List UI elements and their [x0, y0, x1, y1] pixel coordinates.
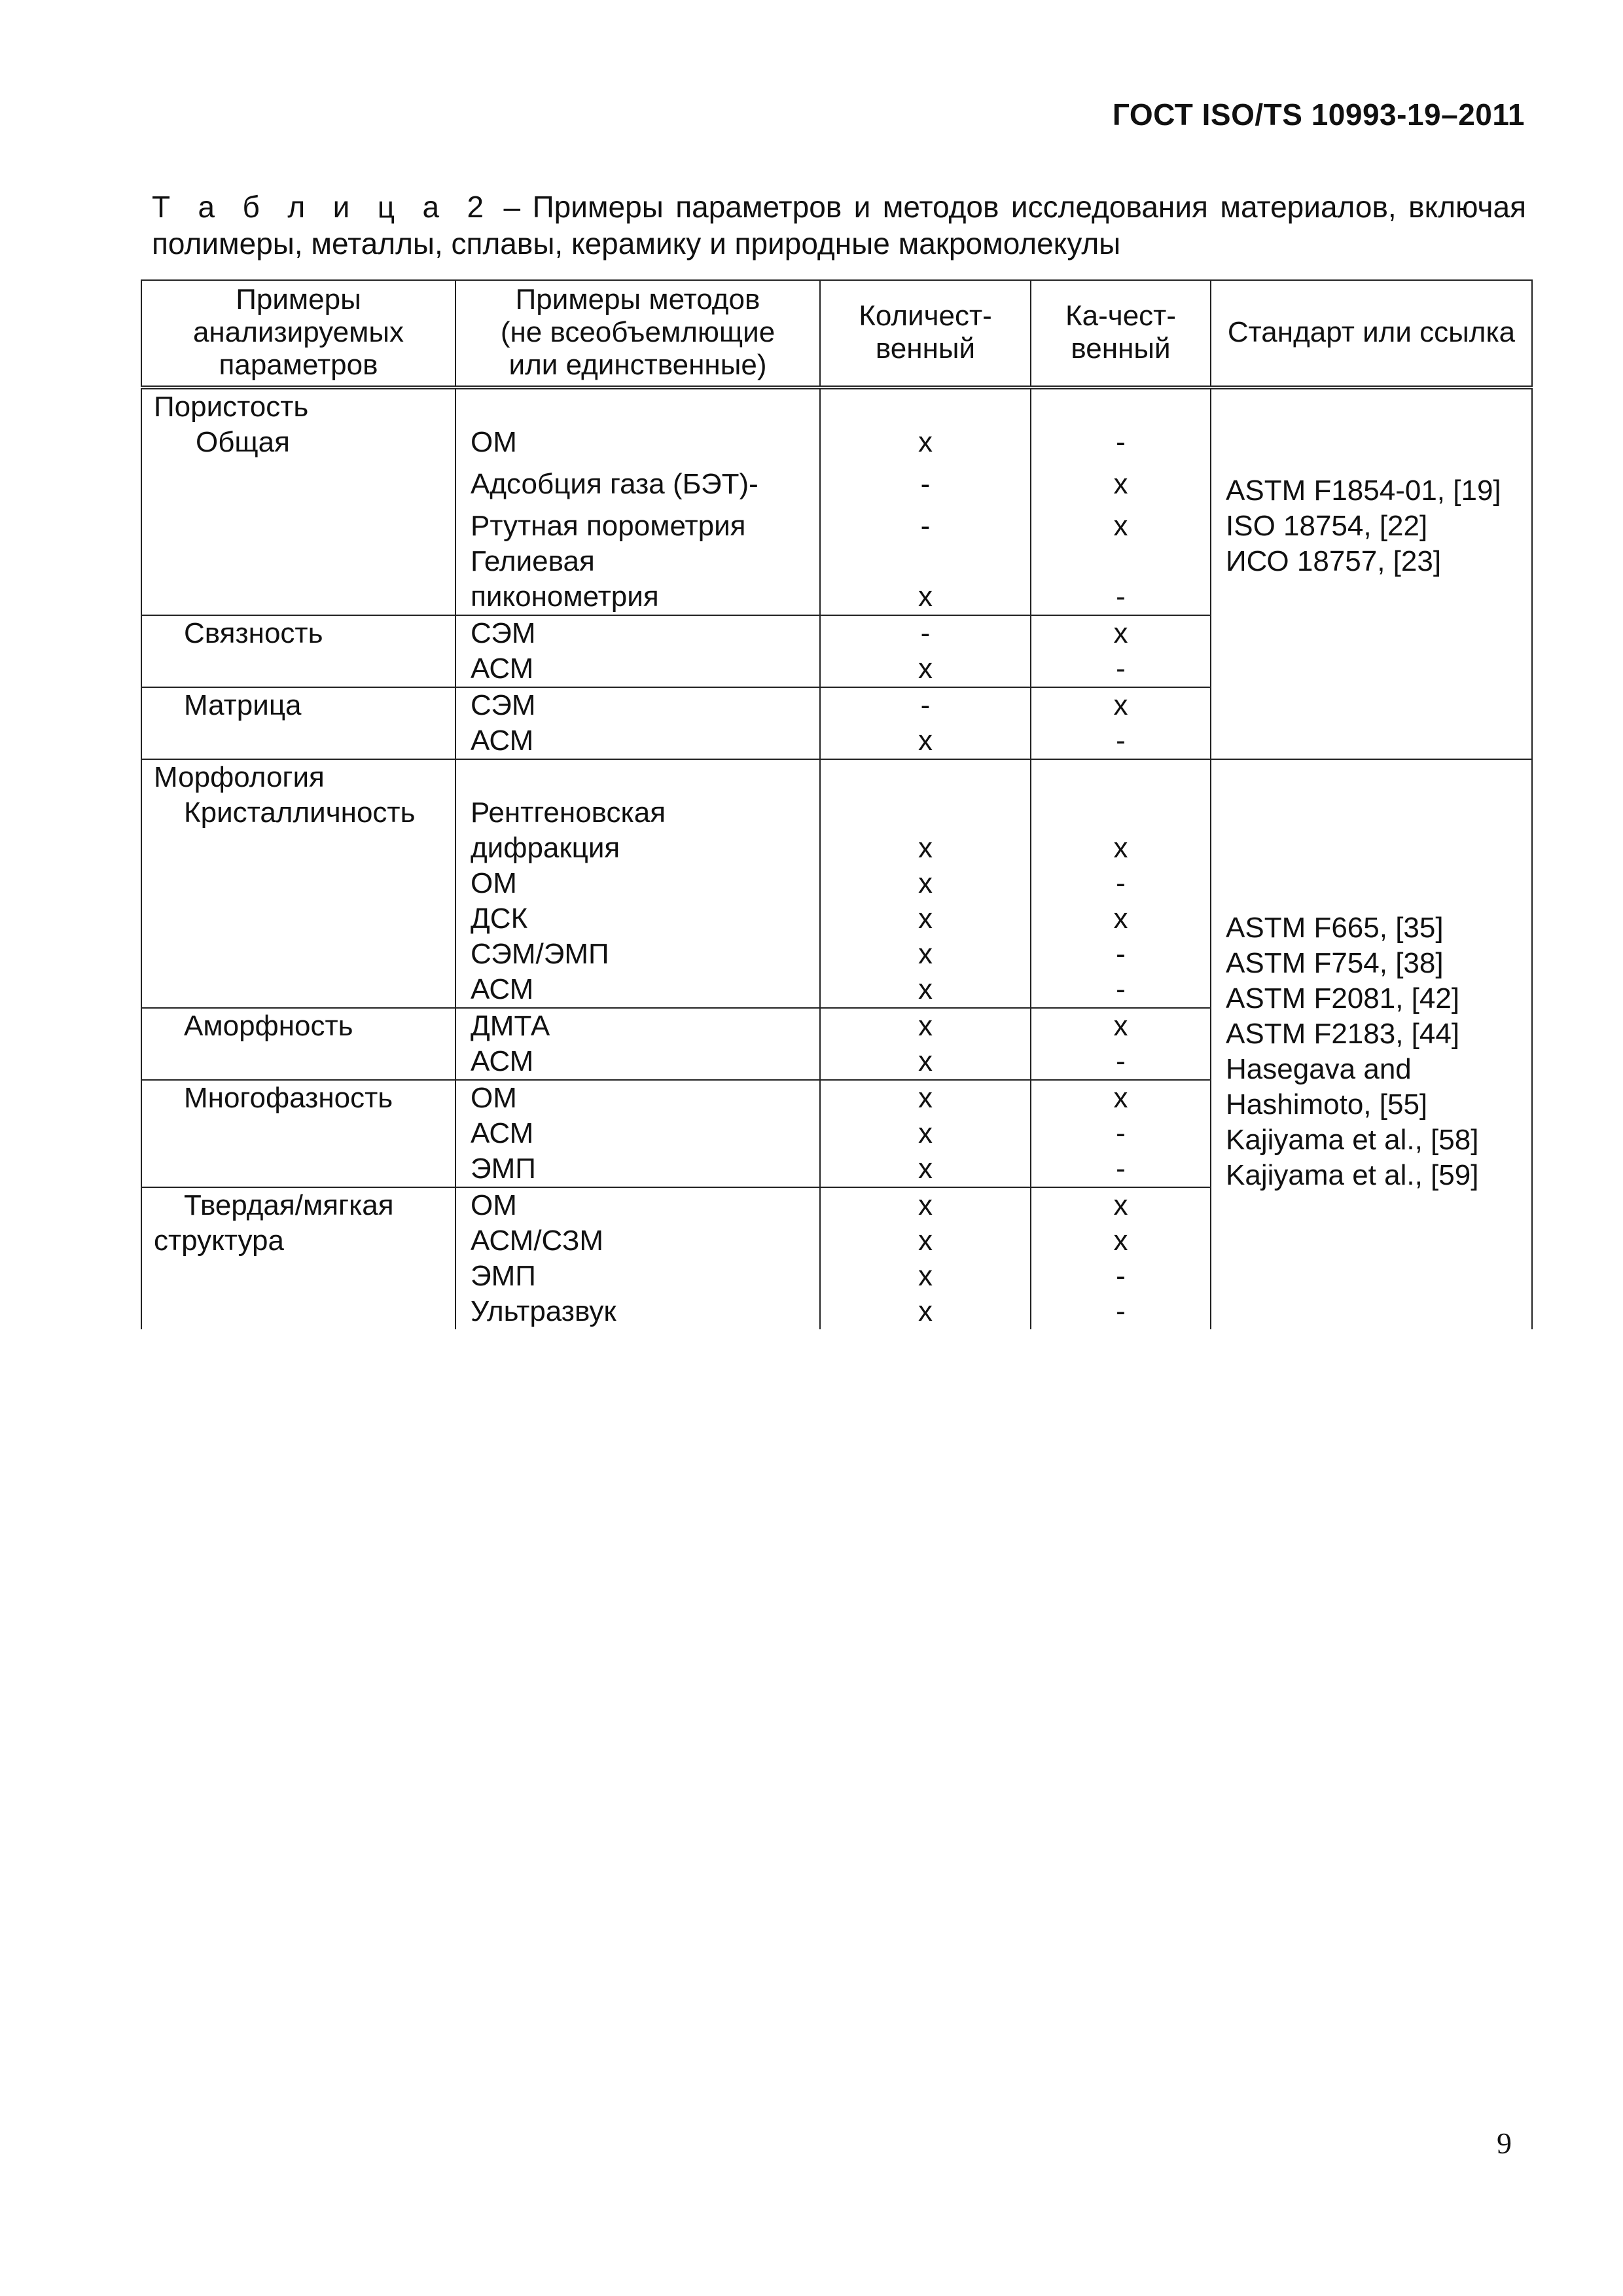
table-caption-text: – Примеры параметров и методов исследования материалов, включая полимеры, металлы, сплавы, керамику и природные макромолекулы	[152, 190, 1527, 260]
header-quantitative: Количест- венный	[820, 280, 1031, 387]
page-number: 9	[1497, 2126, 1512, 2160]
section-title-porosity: Пористость Общая	[141, 387, 455, 615]
table-row: Морфология Кристалличность Рентгеновская дифракция ОМ ДСК СЭМ/ЭМП АСМ х х х х х х - х - - ASTM F665, [35] ASTM F754, [38] ASTM F2081, [42] ASTM F2183, [44] Hasegava and Hashimoto, [55] Kajiyama et al., [58] Kajiyama et al., [59]	[141, 759, 1532, 1008]
header-methods: Примеры методов (не всеобъемлющие или единственные)	[455, 280, 820, 387]
table-caption	[152, 188, 1526, 262]
table-row: Связность СЭМ АСМ - х х -	[141, 615, 1532, 687]
header-qualitative: Ка-чест- венный	[1031, 280, 1211, 387]
table-row: Пористость Общая ОМ Адсобция газа (БЭТ)- Ртутная порометрия Гелиевая пиконометрия х - - х - х х - ASTM F1854-01, [19] ISO 18754, [22] ИСО 18757, [23]	[141, 387, 1532, 615]
table-row: Многофазность ОМ АСМ ЭМП х х х х - -	[141, 1080, 1532, 1187]
table-row: Аморфность ДМТА АСМ х х х -	[141, 1008, 1532, 1080]
header-standard: Стандарт или ссылка	[1211, 280, 1532, 387]
standards-morphology: ASTM F665, [35] ASTM F754, [38] ASTM F2081, [42] ASTM F2183, [44] Hasegava and Hashimoto, [55] Kajiyama et al., [58] Kajiyama et al., [59]	[1211, 759, 1532, 1329]
table-caption-label: Т а б л и ц а 2	[152, 190, 492, 224]
parameters-table	[141, 279, 1533, 1329]
document-code: ГОСТ ISO/TS 10993-19–2011	[1112, 98, 1525, 132]
section-title-morphology: Морфология Кристалличность	[141, 759, 455, 1008]
table-row: Матрица СЭМ АСМ - х х -	[141, 687, 1532, 759]
header-parameters: Примеры анализируемых параметров	[141, 280, 455, 387]
table-row: Твердая/мягкая структура ОМ АСМ/СЗМ ЭМП Ультразвук х х х х х х - -	[141, 1187, 1532, 1329]
standards-porosity: ASTM F1854-01, [19] ISO 18754, [22] ИСО 18757, [23]	[1211, 387, 1532, 759]
table-header-row	[141, 280, 1532, 387]
